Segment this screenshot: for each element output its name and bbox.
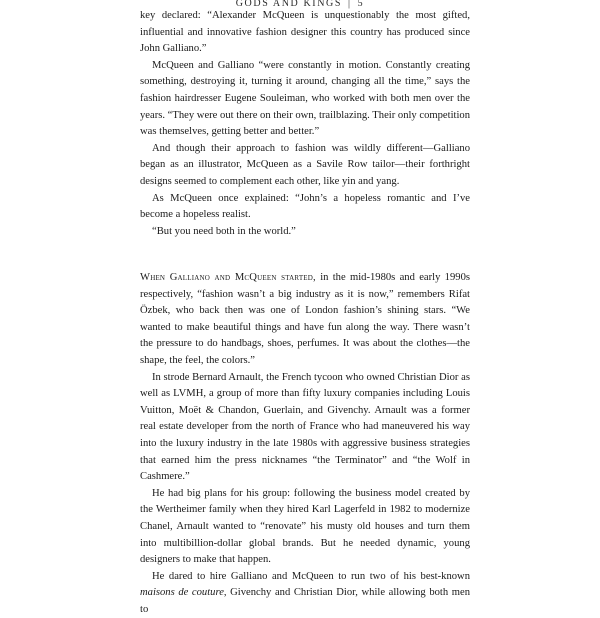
section-lead-in: When Galliano and McQueen started, [140,272,316,283]
page-number: 5 [357,0,365,9]
paragraph: As McQueen once explained: “John’s a hopeless romantic and I’ve become a hopeless realist. [140,192,470,221]
paragraph: key declared: “Alexander McQueen is unquestionably the most gifted, influential and innovative fashion designer this country has produced since John Galliano.” [140,10,470,55]
paragraph [140,569,470,618]
section-1 [140,8,470,240]
paragraph: McQueen and Galliano “were constantly in motion. Constantly creating something, destroying it, turning it around, changing all the time,” says the fashion hairdresser Eugene Souleiman, who worked with both men over the years. “They were out there on their own, trailblazing. Their only competition was themselves, getting better and better.” [140,59,470,138]
paragraph: “But you need both in the world.” [152,225,296,237]
section-opening-paragraph [140,270,470,370]
running-head-separator: | [348,0,352,9]
paragraph-text: , Givenchy and Christian Dior, while allowing both men to [140,587,471,615]
paragraph: In strode Bernard Arnault, the French tycoon who owned Christian Dior as well as LVMH, a group of more than fifty luxury companies including Louis Vuitton, Moët & Chandon, Guerlain, and Givenchy. Arnault was a former real estate developer from the north of France who had maneuvered his way into the luxury industry in the late 1980s with aggressive business strategies that earned him the press nicknames “the Terminator” and “the Wolf in Cashmere.” [140,371,470,483]
paragraph: He had big plans for his group: following the business model created by the Wertheimer family when they hired Karl Lagerfeld in 1982 to modernize Chanel, Arnault wanted to “renovate” his musty old houses and turn them into multibillion-dollar global brands. But he needed dynamic, young designers to make that happen. [140,487,470,566]
running-head-title: GODS AND KINGS [235,0,343,9]
paragraph-text: He dared to hire Galliano and McQueen to run two of his best-known [152,570,470,582]
section-2 [140,270,470,618]
italic-phrase: maisons de couture [140,587,224,599]
paragraph: And though their approach to fashion was wildly different—Galliano began as an illustrator, McQueen as a Savile Row tailor—their forthright designs seemed to complement each other, like yin and yang. [140,142,470,187]
paragraph-text: in the mid-1980s and early 1990s respectively, “fashion wasn’t a big industry as it is now,” remembers Rifat Özbek, who back then was one of London fashion’s shining stars. “We wanted to make beautiful things and have fun along the way. There wasn’t the pressure to do handbags, shoes, perfumes. It was about the clothes—the shape, the feel, the colors.” [140,272,470,366]
